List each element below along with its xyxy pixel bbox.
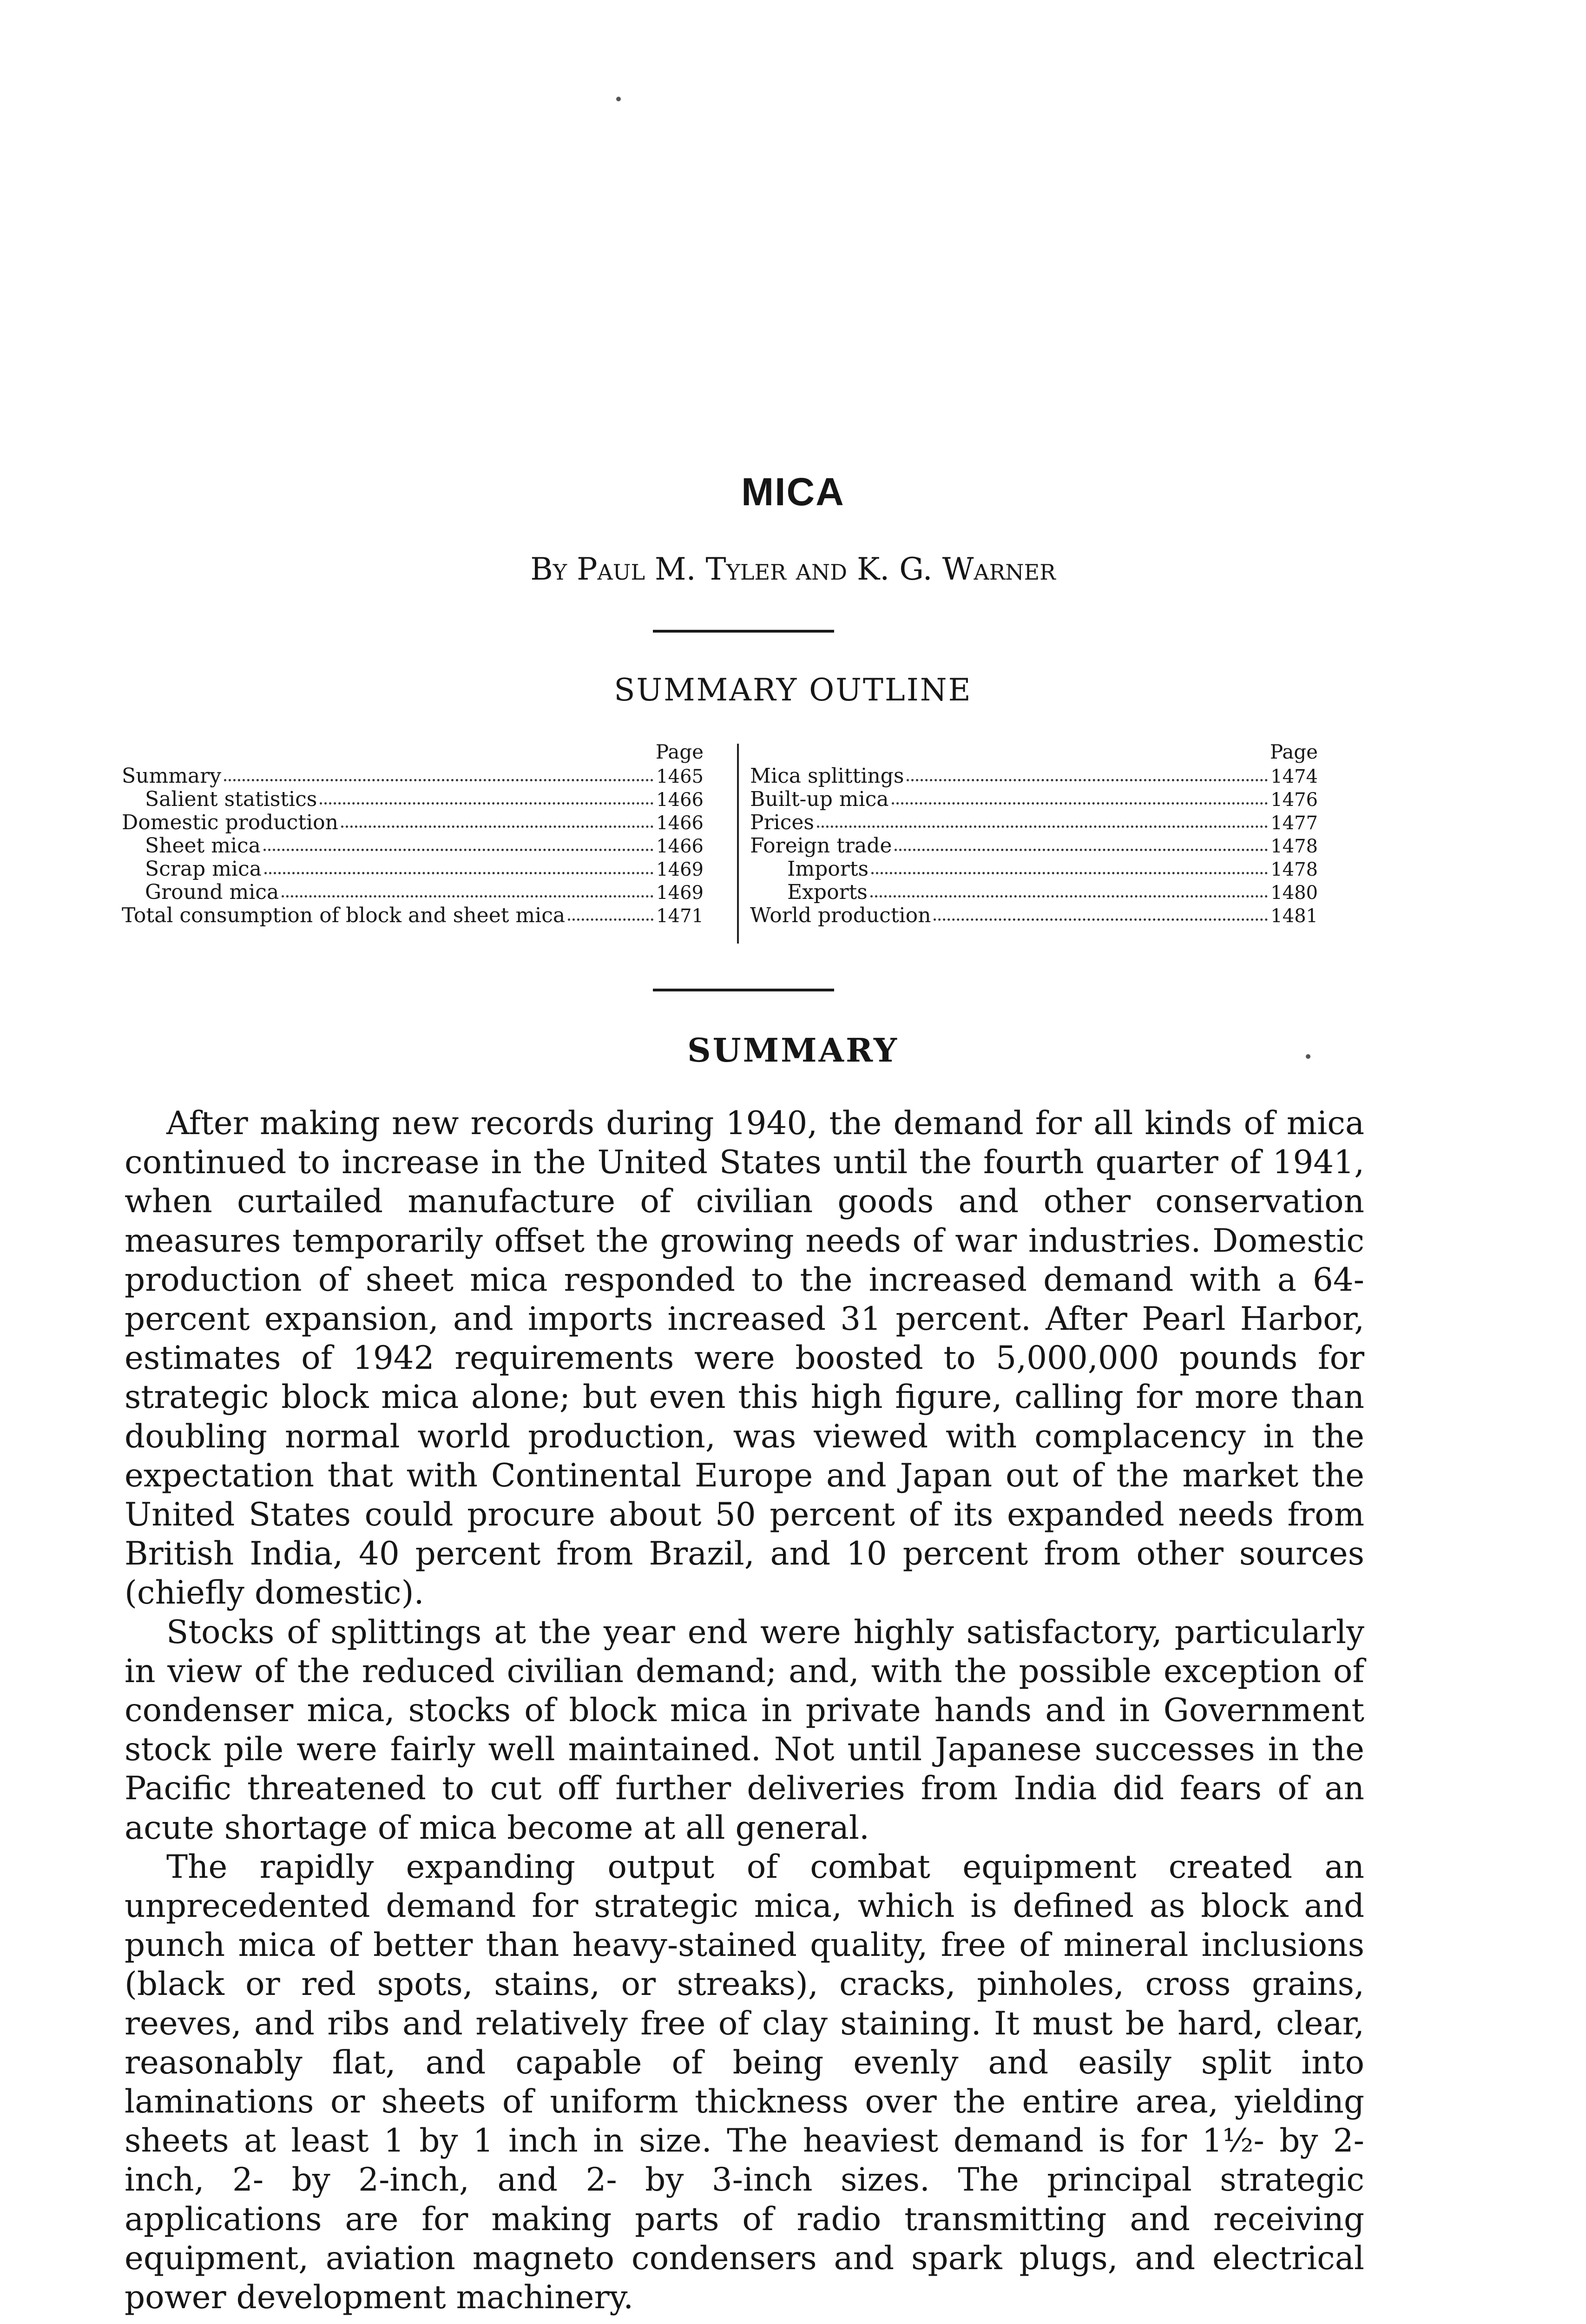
outline-column-divider <box>737 744 739 944</box>
summary-body <box>125 1104 1364 2317</box>
outline-heading: SUMMARY OUTLINE <box>614 672 972 708</box>
leader-dots <box>341 819 653 828</box>
outline-entry-page: 1480 <box>1270 882 1318 904</box>
outline-entry <box>750 858 1318 881</box>
outline-entry-label: Foreign trade <box>750 835 892 858</box>
page-column-heading: Page <box>1270 740 1318 763</box>
outline-entry-page: 1466 <box>656 812 704 834</box>
scan-speck <box>1306 1054 1310 1059</box>
outline-entry-page: 1469 <box>656 859 704 880</box>
outline-entry-page: 1466 <box>656 789 704 811</box>
outline-entry <box>122 812 704 835</box>
leader-dots <box>934 912 1268 921</box>
leader-dots <box>907 772 1268 781</box>
outline-entry-label: Scrap mica <box>145 858 262 881</box>
outline-entry <box>750 765 1318 788</box>
outline-entry <box>122 835 704 858</box>
outline-entry <box>750 881 1318 905</box>
outline-entry-page: 1471 <box>656 905 704 927</box>
outline-entry-label: World production <box>750 905 931 927</box>
outline-entry-label: Built-up mica <box>750 788 889 811</box>
outline-entry-label: Ground mica <box>145 881 279 904</box>
outline-entry <box>122 858 704 881</box>
outline-entry-page: 1477 <box>1270 812 1318 834</box>
divider-rule <box>653 630 834 633</box>
outline-entry-label: Summary <box>122 765 222 788</box>
outline-entry-label: Total consumption of block and sheet mica <box>122 905 566 927</box>
outline-entry-label: Domestic production <box>122 812 338 834</box>
section-heading: SUMMARY <box>687 1031 899 1070</box>
divider-rule <box>653 989 834 991</box>
leader-dots <box>320 796 653 805</box>
body-paragraph: The rapidly expanding output of combat equipment created an unprecedented demand for strategic mica, which is defined as block and punch mica of better than heavy-stained quality, free of mineral inclusions (black or red spots, stains, or streaks), cracks, pinholes, cross grains, reeves, and ribs and relatively free of clay staining. It must be hard, clear, reasonably flat, and capable of being evenly and easily split into laminations or sheets of uniform thickness over the entire area, yielding sheets at least 1 by 1 inch in size. The heaviest demand is for 1½- by 2-inch, 2- by 2-inch, and 2- by 3-inch sizes. The principal strategic applications are for making parts of radio transmitting and receiving equipment, aviation magneto condensers and spark plugs, and electrical power development machinery. <box>125 1848 1364 2317</box>
outline-entry-label: Salient statistics <box>145 788 317 811</box>
outline-entry-page: 1465 <box>656 766 704 787</box>
leader-dots <box>817 819 1268 828</box>
outline-column-left <box>122 739 704 928</box>
leader-dots <box>282 889 653 898</box>
outline-entry-label: Exports <box>787 881 868 904</box>
leader-dots <box>871 865 1268 874</box>
leader-dots <box>263 842 653 851</box>
outline-entry <box>122 881 704 905</box>
leader-dots <box>892 796 1268 805</box>
article-title: MICA <box>741 470 845 514</box>
outline-entry-label: Imports <box>787 858 869 881</box>
leader-dots <box>870 889 1268 898</box>
outline-entry-page: 1474 <box>1270 766 1318 787</box>
outline-entry-page: 1478 <box>1270 859 1318 880</box>
outline-entry-page: 1466 <box>656 836 704 857</box>
outline-entry-label: Mica splittings <box>750 765 904 788</box>
outline-entry-label: Sheet mica <box>145 835 261 858</box>
outline-entry-page: 1469 <box>656 882 704 904</box>
leader-dots <box>264 865 653 874</box>
leader-dots <box>895 842 1268 851</box>
outline-entry <box>122 788 704 812</box>
outline-entry <box>122 905 704 928</box>
scan-speck <box>616 97 621 101</box>
outline-entry <box>122 765 704 788</box>
leader-dots <box>568 912 653 921</box>
outline-entry <box>750 835 1318 858</box>
outline-entry <box>750 812 1318 835</box>
author-byline: By Paul M. Tyler and K. G. Warner <box>530 551 1056 587</box>
outline-entry <box>750 788 1318 812</box>
outline-entry-page: 1481 <box>1270 905 1318 927</box>
outline-entry <box>750 905 1318 928</box>
outline-entry-page: 1478 <box>1270 836 1318 857</box>
outline-entry-label: Prices <box>750 812 814 834</box>
leader-dots <box>224 772 653 781</box>
outline-entry-page: 1476 <box>1270 789 1318 811</box>
outline-column-right <box>750 739 1318 928</box>
body-paragraph: After making new records during 1940, the demand for all kinds of mica continued to increase in the United States until the fourth quarter of 1941, when curtailed manufacture of civilian goods and other conservation measures temporarily offset the growing needs of war industries. Domestic production of sheet mica responded to the increased demand with a 64-percent expansion, and imports increased 31 percent. After Pearl Harbor, estimates of 1942 requirements were boosted to 5,000,000 pounds for strategic block mica alone; but even this high figure, calling for more than doubling normal world production, was viewed with complacency in the expectation that with Continental Europe and Japan out of the market the United States could procure about 50 percent of its expanded needs from British India, 40 percent from Brazil, and 10 percent from other sources (chiefly domestic). <box>125 1105 1364 1612</box>
page-column-heading: Page <box>655 740 704 763</box>
body-paragraph: Stocks of splittings at the year end were highly satisfactory, particularly in view of the reduced civilian demand; and, with the possible exception of condenser mica, stocks of block mica in private hands and in Government stock pile were fairly well maintained. Not until Japanese successes in the Pacific threatened to cut off further deliveries from India did fears of an acute shortage of mica become at all general. <box>125 1613 1364 1847</box>
